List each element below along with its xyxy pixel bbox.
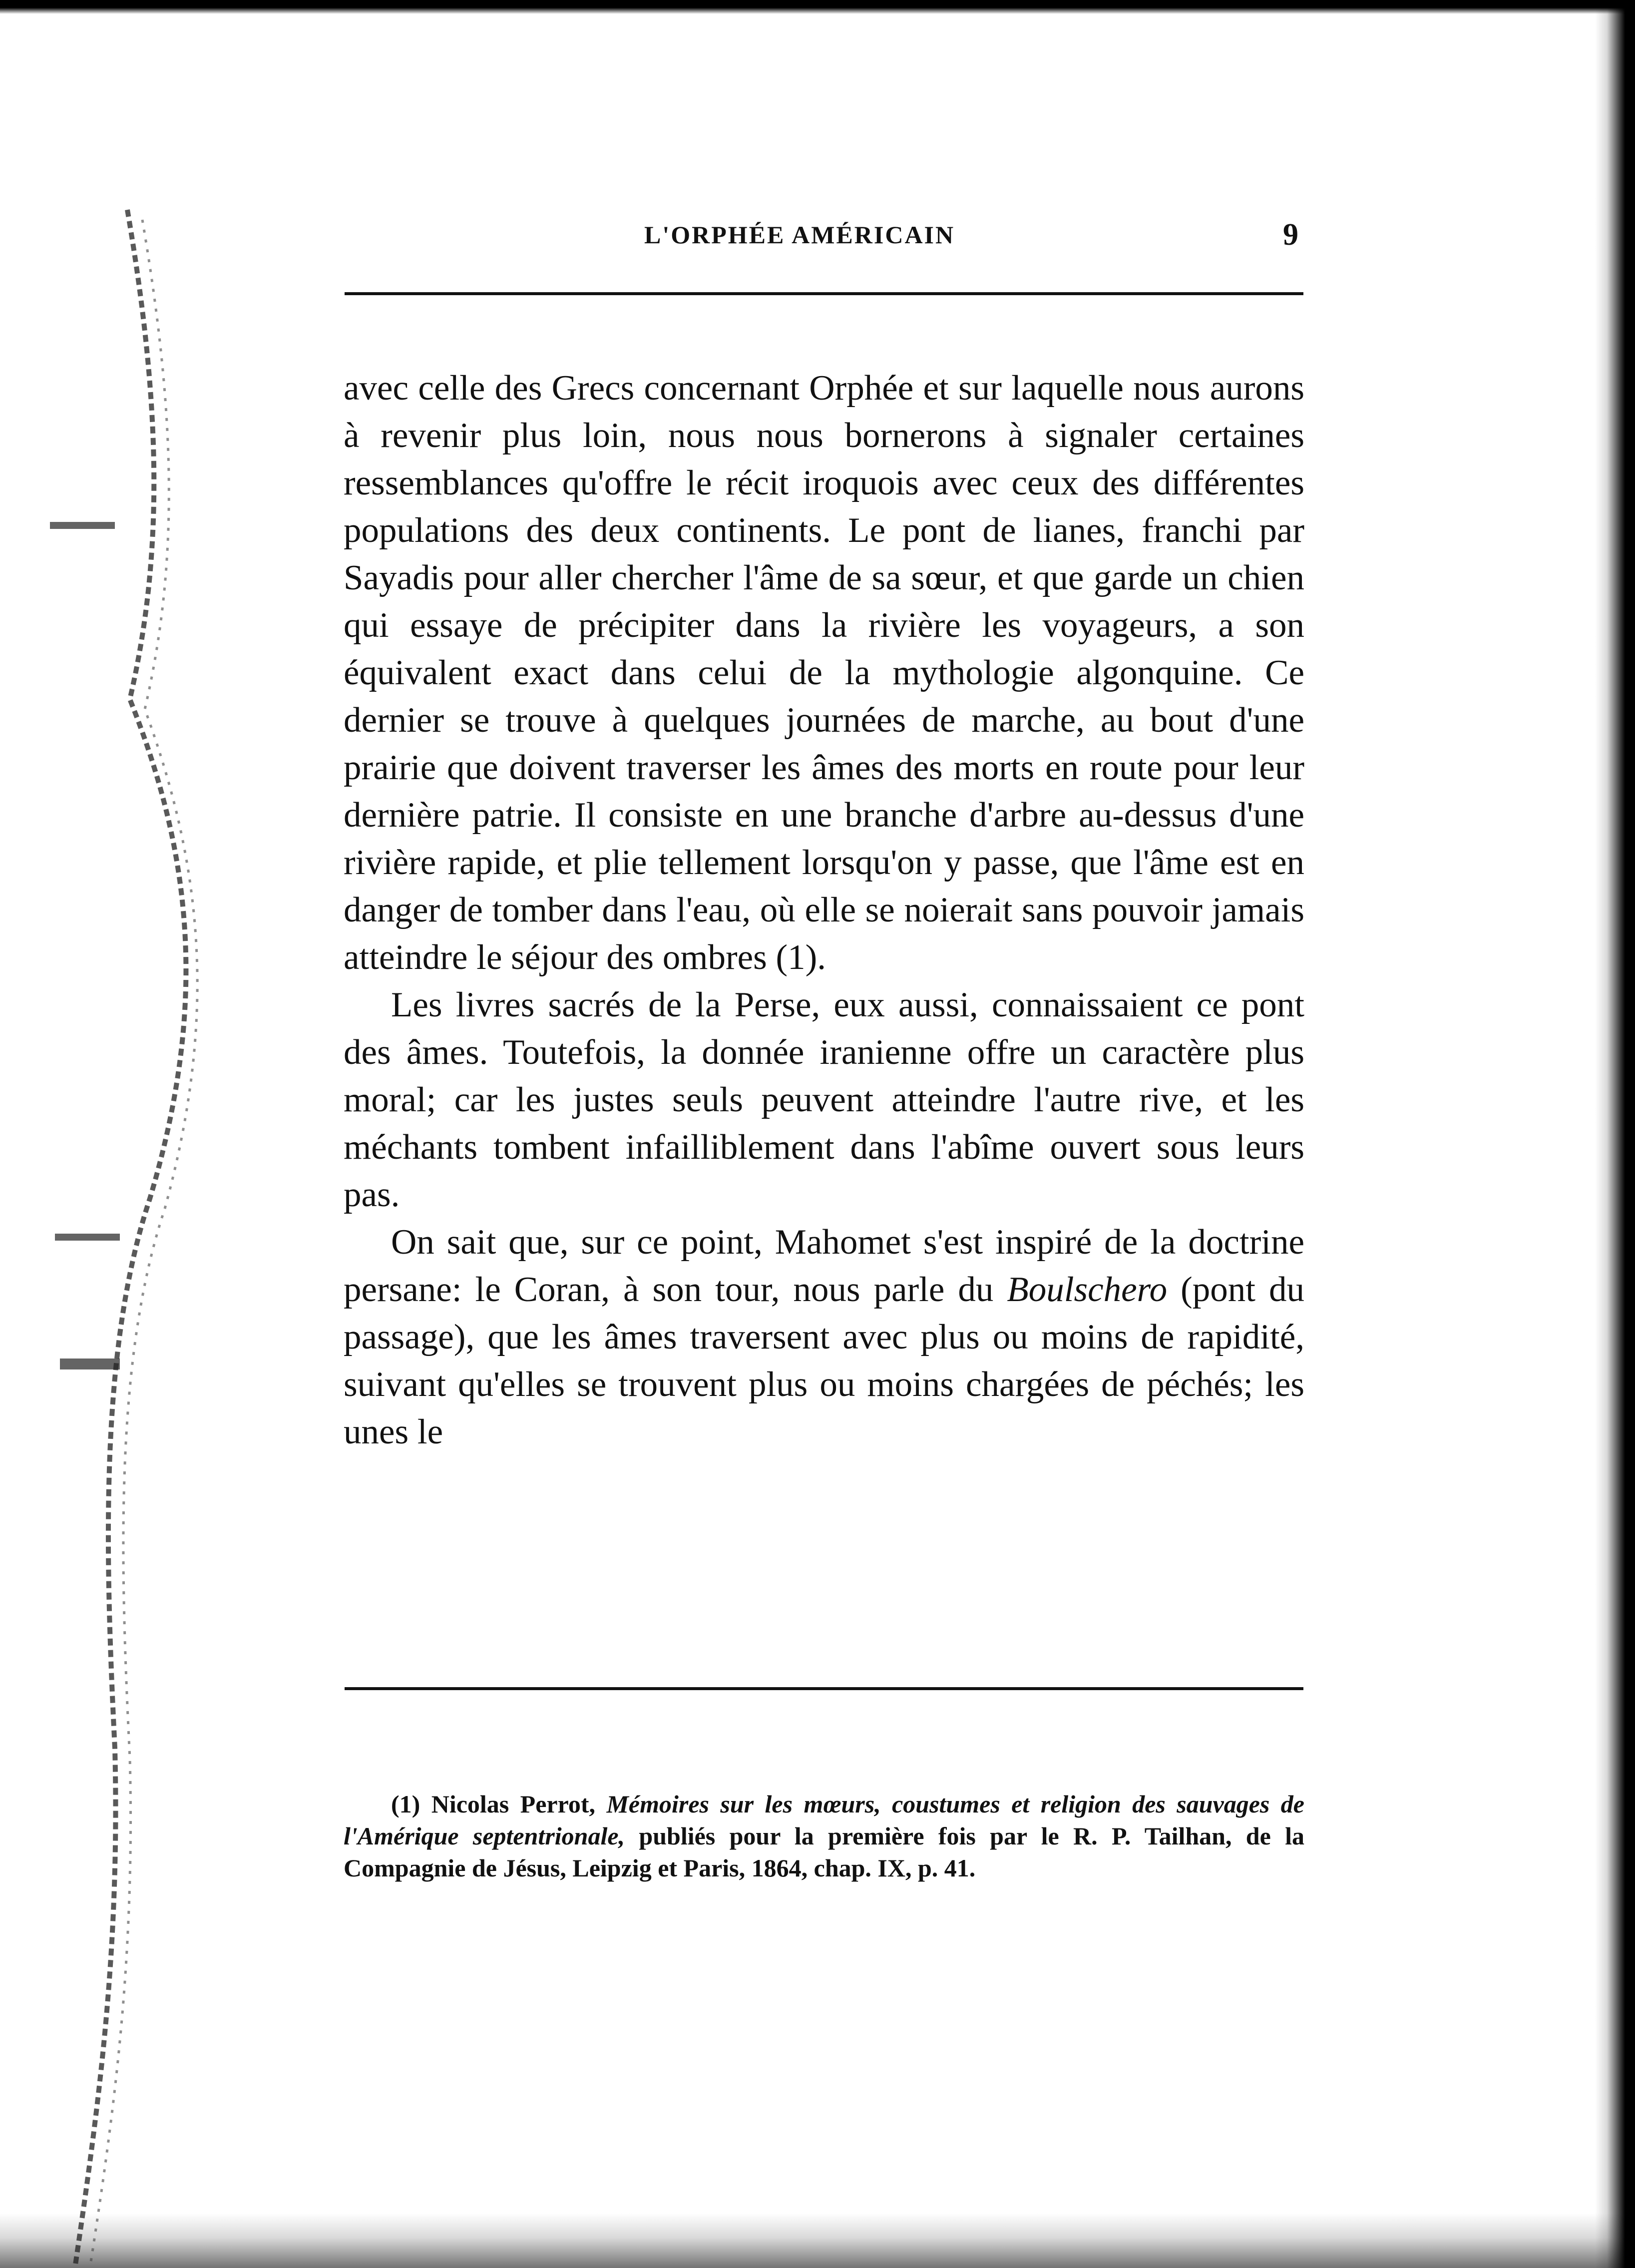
- italic-term: Boulschero: [1007, 1270, 1168, 1309]
- scan-edge-top: [0, 0, 1635, 14]
- footnote-marker-author: (1) Nicolas Perrot,: [391, 1790, 596, 1818]
- paragraph-text: On sait que, sur ce point, Mahomet s'est inspiré de la doctrine persane: le Coran, à son tour, nous parle du: [344, 1223, 1304, 1309]
- paragraph: Les livres sacrés de la Perse, eux aussi, connaissaient ce pont des âmes. Toutefois, la donnée iranienne offre un caractère plus moral; car les justes seuls peuvent atteindre l'autre rive, et les méchants tombent infailliblement dans l'abîme ouvert sous leurs pas.: [344, 985, 1304, 1214]
- binding-margin-artifact: [0, 0, 210, 2268]
- scan-edge-right: [1595, 0, 1635, 2268]
- paragraph: avec celle des Grecs concernant Orphée et sur laquelle nous aurons à revenir plus loin, nous nous bornerons à signaler certaines ressemblances qu'offre le récit iroquois avec ceux des différentes populations des deux continents. Le pont de lianes, franchi par Sayadis pour aller chercher l'âme de sa sœur, et que garde un chien qui essaye de précipiter dans la rivière les voyageurs, a son équivalent exact dans celui de la mythologie algonquine. Ce dernier se trouve à quelques journées de marche, au bout d'une prairie que doivent traverser les âmes des morts en route pour leur dernière patrie. Il consiste en une branche d'arbre au-dessus d'une rivière rapide, et plie tellement lorsqu'on y passe, que l'âme est en danger de tomber dans l'eau, où elle se noierait sans pouvoir jamais atteindre le séjour des ombres (1).: [344, 369, 1304, 977]
- footnote-rule: [345, 1687, 1303, 1690]
- scan-edge-bottom: [0, 2213, 1635, 2268]
- footnote-work-title: Mémoires sur les mœurs, coustumes et religion des sauvages de l'Amérique septentrionale,: [344, 1790, 1304, 1850]
- paragraph: [344, 1219, 1304, 1456]
- paragraph-text: (pont du passage), que les âmes traversent avec plus ou moins de rapidité, suivant qu'elles se trouvent plus ou moins chargées de péchés; les unes le: [344, 1270, 1305, 1451]
- footnote-text: publiés pour la première fois par le R. P. Tailhan, de la Compagnie de Jésus, Leipzig et Paris, 1864, chap. IX, p. 41.: [344, 1822, 1305, 1882]
- footnote: [344, 1788, 1304, 1884]
- page-header: [345, 215, 1303, 270]
- body-text: [344, 365, 1304, 1456]
- header-rule: [345, 292, 1303, 295]
- running-title: L'ORPHÉE AMÉRICAIN: [644, 221, 955, 249]
- page-number: 9: [1283, 218, 1298, 252]
